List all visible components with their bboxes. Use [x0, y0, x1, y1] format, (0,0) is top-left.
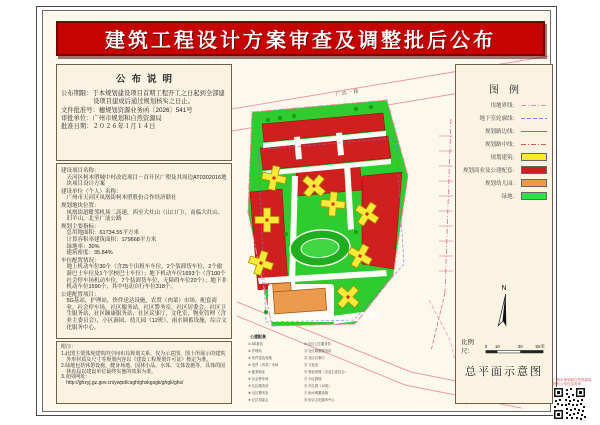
facility-item: ③ 快件送达设施 — [248, 356, 272, 360]
facility-list-title: 公建配套 — [250, 334, 266, 339]
indicator-floor-area: 计算容积率建筑面积：179668平方米 — [66, 236, 157, 243]
facility-item: ⑫ 社区议事厅 — [304, 356, 325, 360]
notice-entry-period: 公布期限：于本规划建设项目首期工程开工之日起到全部建设项目建成后通过规划核实之日止。 — [61, 90, 225, 106]
project-name: 天河区柯木塱城中村改造项目－首开区广塱及其周边AT0302016地块项目设计方案 — [66, 174, 227, 188]
parking-detail: 地上机动车位30个（含25个出租车车位，2个装卸货车位，2个旅游巴士车位及1个学校巴士车位）；地下机动车位1693个（含100个社会停车场机动车位，7个装卸货车位，无障碍车位20个）；地下非机动车位1590个，其中电动自行车位318个。 — [66, 264, 227, 291]
legend-title: 图例 — [489, 85, 529, 96]
facility-item: ① 5G基站 — [248, 342, 263, 346]
legend-panel — [455, 64, 553, 404]
indicator-green-ratio: 绿地率：30% — [66, 243, 100, 250]
indicators-label: 规划主要指标： — [61, 223, 100, 230]
legend-row-green: 绿地： — [461, 192, 547, 200]
facility-item: ⑬ 文化室 — [304, 363, 319, 367]
notice-title: 公布说明 — [115, 74, 178, 85]
page-title: 建筑工程设计方案审查及调整批后公布 — [56, 21, 545, 56]
notice-entry-authority: 审批单位：广州市规划和自然资源局 — [61, 114, 162, 122]
project-owner: 广州市天河区凤凰街柯木塱股份合作经济联社 — [66, 195, 177, 202]
project-location: 凤凰街道毗邻机场二高速，西至大灶山（山口门），南临大灶山、旧羊山，北至广汕公路 — [66, 209, 224, 223]
qr-code — [553, 387, 586, 420]
facility-item: ⑯ 幼儿园（12班） — [304, 384, 332, 388]
notice-entry-file-no: 文件批准号：穗规划资源业务函〔2026〕541号 — [61, 106, 193, 114]
north-label: N — [501, 285, 507, 292]
orange-swatch — [521, 179, 547, 187]
dashdot-pink-line-sample — [521, 101, 547, 109]
scale-bar-graphic — [484, 343, 547, 356]
project-details-panel — [56, 163, 232, 339]
remarks-title: 附注： — [61, 344, 77, 350]
scale-label: 比例尺: — [461, 339, 474, 355]
remark-3: 3.查阅网址： — [61, 374, 91, 381]
remark-1: 1.此图主要体现建筑的空间布局规划关系，仅为示意图，图上所展示的建筑外形材质及尺寸等规划内容以《建设工程规划许可证》核定为准。 — [61, 350, 226, 363]
notice-panel — [56, 64, 232, 161]
facility-item: ⑮ 小区游园 — [304, 377, 322, 381]
project-name-label: 建设项目名称： — [61, 168, 100, 174]
legend-row-site-boundary: 用地界线： — [461, 101, 547, 109]
facilities-label: 公建配置项目： — [61, 291, 100, 298]
legend-row-kindergarten: 规划幼儿园： — [461, 179, 547, 187]
project-owner-label: 建设单位（个人）名称： — [61, 188, 122, 195]
legend-row-road-center: 规划路中线： — [461, 140, 547, 148]
yellow-swatch — [521, 153, 547, 161]
facility-item: ④ 农贸（肉菜）市场 — [248, 363, 279, 367]
indicator-land-area: 总用地面积：61734.55平方米 — [66, 230, 139, 237]
project-location-label: 规划地块位置： — [61, 202, 100, 209]
qr-caption-line2: 批后公布信息查询 — [553, 382, 581, 387]
facility-item: ⑱ 综合文化服务中心 — [304, 398, 335, 402]
svg-text:30: 30 — [517, 344, 523, 350]
svg-text:50米: 50米 — [535, 344, 545, 350]
svg-text:10: 10 — [494, 344, 500, 350]
site-plan-map — [236, 64, 450, 404]
legend-row-road-edge: 规划路边线： — [461, 127, 547, 135]
green-swatch — [521, 192, 547, 200]
road-label: 广汕一路 — [335, 88, 361, 98]
facility-item: ⑰ 雨水调蓄设施 — [304, 391, 328, 395]
remarks-url: http://ghzyj.gz.gov.cn/ywpd/csgh/ghxkgsgk/ghgk/ghs/ — [66, 380, 184, 387]
dashed-blue-line-sample — [521, 114, 547, 122]
plan-title: 总平面示意图 — [465, 366, 543, 378]
red-swatch — [521, 166, 547, 174]
parking-label: 车位配置情况： — [61, 257, 100, 264]
facility-item: ② 护理站 — [248, 349, 262, 353]
facility-item: ⑩ 社区卫生服务站 — [304, 342, 331, 346]
facility-item: ⑤ 配套商业 — [248, 370, 266, 374]
remarks-panel — [56, 341, 232, 404]
qr-corner — [553, 378, 596, 425]
scale-bar — [461, 337, 547, 356]
indicator-density: 建筑密度：35.84% — [66, 250, 113, 257]
svg-text:0: 0 — [484, 344, 488, 350]
legend-row-basement-outline: 地下室轮廓线： — [461, 114, 547, 122]
dashed-red-line-sample — [521, 140, 547, 148]
facility-item: ⑭ 物业管理（含业主委员会） — [304, 370, 348, 374]
facility-item: ⑪ 社区颐康服务站 — [304, 349, 332, 353]
notice-entry-date: 批准日期：２０２６年１月１４日 — [61, 123, 156, 131]
facility-item: ⑦ 社区服务站 — [248, 384, 269, 388]
north-arrow — [461, 280, 547, 332]
solid-red-line-sample — [521, 127, 547, 135]
remark-2: 2.绿地包括休憩设施、健身场地、园林小品、水体、文体设施等，具体的园林布局以建设单位最终实施的效果为准。 — [61, 362, 226, 375]
facility-item: ⑥ 社会停车场 — [248, 377, 269, 381]
legend-row-planned-building: 规划建筑： — [461, 153, 547, 161]
legend-row-commercial: 规划商业及公建配套： — [461, 166, 547, 174]
facility-item: ⑨ 社区居委会 — [248, 398, 269, 402]
facility-item: ⑧ 社区警务室 — [248, 391, 269, 395]
facility-key-list — [248, 333, 348, 402]
qr-caption-line1: 广州市规划和自然资源局 — [553, 378, 592, 382]
facilities-detail: 5G基站，护理站，快件送达设施，农贸（肉菜）市场，配套商业，社会停车场，社区服务站，社区警务室，社区居委会，社区卫生服务站，社区颐康服务站，社区议事厅，文化室，物业管理（含业主委员会），小区游园，幼儿园（12班），雨水调蓄设施，综合文化服务中心。 — [66, 298, 227, 331]
